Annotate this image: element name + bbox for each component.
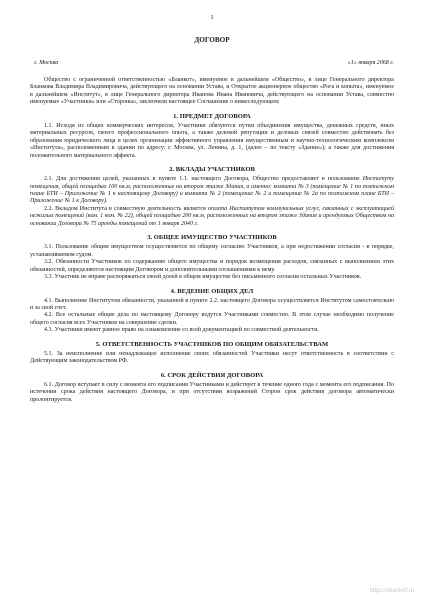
intro-paragraph: Общество с ограниченной ответственностью «Бланкот», именуемое в дальнейшем «Общество», в лице Генерального директора Бланкова Владимира Владимировича, действующего на основании Устава, и Открытое акционерное общество «Рога и копыта», именуемое в дальнейшем «Институт», в лице Генерального директора Иванова Ивана Ивановича, действующего на основании Устава, совместно именуемые «Участники» или «Стороны», заключили настоящее Соглашение о нижеследующем: [30, 77, 394, 106]
document-title: ДОГОВОР [194, 36, 230, 44]
section-heading-3: 3. ОБЩЕЕ ИМУЩЕСТВО УЧАСТНИКОВ [147, 234, 277, 242]
clause-3-3: 3.3. Участник не вправе распоряжаться своей долей в общем имуществе без письменного согласия остальных Участников. [44, 274, 362, 281]
clause-4-2: 4.2. Все остальные общие дела по настоящему Договору ведутся Участниками совместно. В этом случае необходимо получение общего согласия всех Участников на совершение сделки. [30, 312, 394, 326]
clause-2-1-text: 2.1. Для достижения целей, указанных в пункте 1.1. настоящего Договора, Общество предоставляет в пользование [44, 176, 363, 183]
clause-2-2-italic: оплата Институтом коммунальных услуг, связанных с эксплуатацией нежилых помещений (ком. 1 ком. № 22), общей площадью 200 кв.м, расположенных на втором этаже Здания и арендуемых Обществом на основании Договора № 75 аренды помещений от 1 января 2040 г. [30, 205, 394, 227]
clause-5-1: 5.1. За неисполнение или ненадлежащее исполнение своих обязанностей Участники несут ответственность в соответствии с Действующим законодательством РФ. [30, 350, 394, 365]
clause-2-2-text: 2.2. Вкладом Института в совместную деятельность является [44, 205, 208, 212]
clause-2-2 [30, 206, 394, 228]
section-heading-4: 4. ВЕДЕНИЕ ОБЩИХ ДЕЛ [170, 287, 254, 295]
clause-4-3: 4.3. Участники имеют равное право на ознакомление со всей документацией по совместной деятельности. [44, 327, 319, 334]
section-heading-2: 2. ВКЛАДЫ УЧАСТНИКОВ [169, 166, 255, 174]
section-heading-1: 1. ПРЕДМЕТ ДОГОВОРА [173, 112, 251, 120]
clause-2-1-italic: Институту помещения, общей площадью 100 кв.м, расположенные на втором этаже Здания, а именно: комната № 3 (помещение № 1 по поэтажном плане БТИ – Приложение № 1 к настоящему Договору) и комната № 2 (помещение № 2 и помещение № 2а по поэтажном плане БТИ – Приложение № 1 к Договору). [30, 176, 394, 205]
section-heading-5: 5. ОТВЕТСТВЕННОСТЬ УЧАСТНИКОВ ПО ОБЩИМ ОБЯЗАТЕЛЬСТВАМ [95, 340, 329, 348]
clause-6-1: 6.1. Договор вступает в силу с момента его подписания Участниками и действует в течение одного года с момента его подписания. По истечении срока действия настоящего Договора, и при отсутствии возражений Сторон срок действия договора автоматически пролонгируется. [30, 381, 394, 403]
watermark: https://blankof.ru [369, 588, 414, 594]
clause-2-1 [30, 176, 394, 206]
clause-1-1: 1.1. Исходя из общих коммерческих интересов, Участники обязуются путем объединения имущества, денежных средств, иных материальных ресурсов, своего профессионального опыта, а также деловой репутации и деловых связей совместно действовать без образования юридического лица в целях организации эффективного управления имущественным и научно-технологическим комплексом «Института», расположенным в здании по адресу: г. Москва, ул. Ленина, д. 1, (далее – по тексту «Здание»); а также для достижения положительного материального эффекта. [30, 122, 394, 159]
place-date-line [30, 59, 394, 67]
clause-3-1: 3.1. Пользование общим имуществом осуществляется по общему согласию Участников, а при недостижении согласия - в порядке, устанавливаемом судом. [30, 244, 394, 258]
city: г. Москва [34, 60, 59, 66]
clause-4-1: 4.1. Выполнение Институтом обязанности, указанной в пункте 2.2. настоящего Договора осуществляется Институтом самостоятельно и за свой счет. [30, 297, 394, 311]
clause-3-2: 3.2. Обязанности Участников по содержанию общего имущества и порядок возмещения расходов, связанных с выполнением этих обязанностей, определяются настоящим Договором и дополнительными соглашениями к нему. [30, 259, 394, 273]
contract-date: «1» января 2068 г. [347, 60, 394, 66]
section-heading-6: 6. СРОК ДЕЙСТВИЯ ДОГОВОРА [160, 371, 264, 379]
page-number: 1 [210, 14, 214, 21]
